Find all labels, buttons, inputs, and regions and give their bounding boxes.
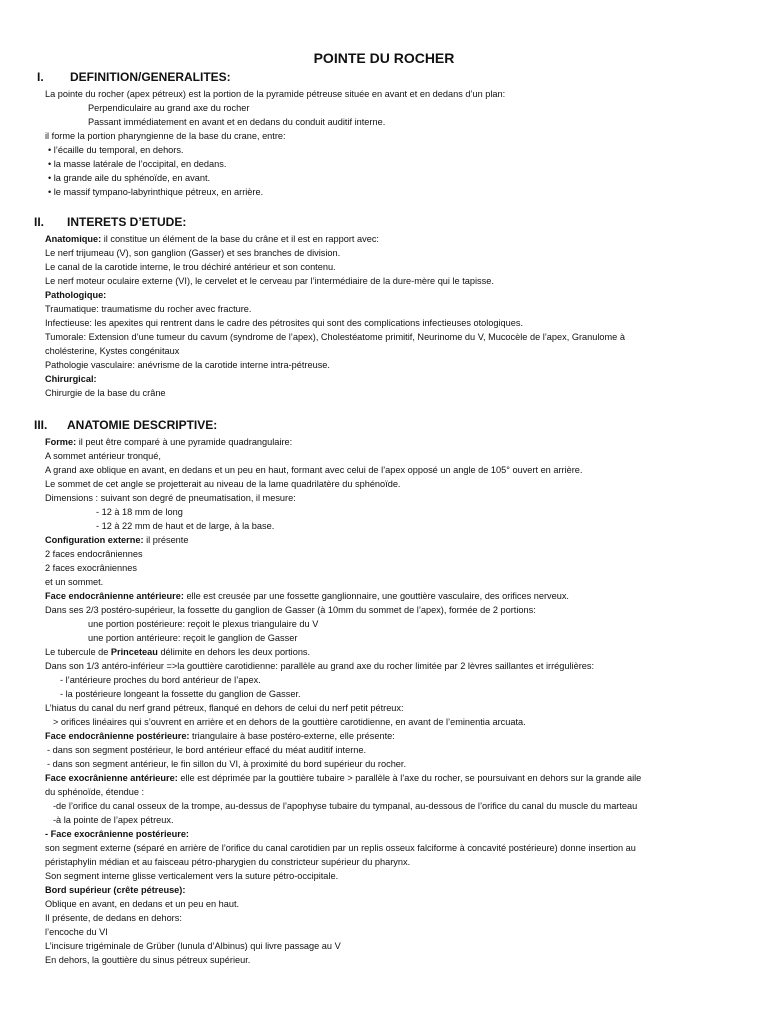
list-item: - dans son segment antérieur, le fin sillon du VI, à proximité du bord supérieur du rocher. <box>47 759 407 769</box>
text-line: Le sommet de cet angle se projetterait au niveau de la lame quadrilatère du sphénoïde. <box>45 479 401 489</box>
text-line: une portion postérieure: reçoit le plexus triangulaire du V <box>88 619 319 629</box>
text-line: > orifices linéaires qui s’ouvrent en arrière et en dehors de la gouttière carotidienne, en avant de l’eminentia arcuata. <box>53 717 526 727</box>
text-line: Passant immédiatement en avant et en dedans du conduit auditif interne. <box>88 117 386 127</box>
text-line: son segment externe (séparé en arrière de l’orifice du canal carotidien par un replis osseux falciforme à concavité postérieure) donne insertion au <box>45 843 636 853</box>
text-line: il forme la portion pharyngienne de la base du crane, entre: <box>45 131 286 141</box>
text-line: Le nerf trijumeau (V), son ganglion (Gasser) et ses branches de division. <box>45 248 341 258</box>
text-line: Dans son 1/3 antéro-inférieur =>la gouttière carotidienne: parallèle au grand axe du rocher limitée par 2 lèvres saillantes et irrégulières: <box>45 661 595 671</box>
text-line: Oblique en avant, en dedans et un peu en haut. <box>45 899 240 909</box>
list-item: - 12 à 22 mm de haut et de large, à la base. <box>96 521 275 531</box>
text-span: Le tubercule de <box>45 647 111 657</box>
text-span: elle est creusée par une fossette ganglionnaire, une gouttière vasculaire, des orifices nerveux. <box>183 591 569 601</box>
text-line: péristaphylin médian et au faisceau pétro-pharygien du constricteur supérieur du pharynx. <box>45 857 411 867</box>
text-span: délimite en dehors les deux portions. <box>157 647 311 657</box>
text-line: Dimensions : suivant son degré de pneumatisation, il mesure: <box>45 493 296 503</box>
text-line: Pathologie vasculaire: anévrisme de la carotide interne intra-pétreuse. <box>45 360 330 370</box>
section-title: INTERETS D’ETUDE: <box>67 215 187 229</box>
bold-label: Face endocrânienne antérieure: <box>45 591 184 601</box>
bold-label: Face exocrânienne antérieure: <box>45 773 178 783</box>
text-line: Son segment interne glisse verticalement vers la suture pétro-occipitale. <box>45 871 339 881</box>
list-item: • la masse latérale de l’occipital, en dedans. <box>48 159 227 169</box>
text-line <box>45 435 292 449</box>
text-line <box>45 729 395 743</box>
subheading: Bord supérieur (crête pétreuse): <box>45 885 186 895</box>
text-span: il constitue un élément de la base du crâne et il est en rapport avec: <box>101 234 379 244</box>
text-line <box>45 589 569 603</box>
text-line: En dehors, la gouttière du sinus pétreux supérieur. <box>45 955 251 965</box>
text-line <box>45 645 310 659</box>
text-line: et un sommet. <box>45 577 104 587</box>
text-line: L’incisure trigéminale de Grüber (lunula d’Albinus) qui livre passage au V <box>45 941 341 951</box>
text-line: Tumorale: Extension d’une tumeur du cavum (syndrome de l’apex), Cholestéatome primitif, Neurinome du V, Mucocèle de l’apex, Granulome à <box>45 332 625 342</box>
subheading: - Face exocrânienne postérieure: <box>45 829 189 839</box>
section-number: I. <box>37 70 44 84</box>
text-line: Chirurgie de la base du crâne <box>45 388 166 398</box>
text-line: A sommet antérieur tronqué, <box>45 451 161 461</box>
text-line: Perpendiculaire au grand axe du rocher <box>88 103 250 113</box>
list-item: - l’antérieure proches du bord antérieur de l’apex. <box>60 675 261 685</box>
list-item: - dans son segment postérieur, le bord antérieur effacé du méat auditif interne. <box>47 745 367 755</box>
list-item: -à la pointe de l’apex pétreux. <box>53 815 174 825</box>
text-line: Traumatique: traumatisme du rocher avec fracture. <box>45 304 252 314</box>
list-item: - 12 à 18 mm de long <box>96 507 183 517</box>
list-item: • l’écaille du temporal, en dehors. <box>48 145 184 155</box>
text-line: Infectieuse: les apexites qui rentrent dans le cadre des pétrosites qui sont des complications infectieuses otologiques. <box>45 318 524 328</box>
page-title: POINTE DU ROCHER <box>313 50 455 66</box>
text-line: une portion antérieure: reçoit le ganglion de Gasser <box>88 633 298 643</box>
text-line: 2 faces endocrâniennes <box>45 549 143 559</box>
list-item: • le massif tympano-labyrinthique pétreux, en arrière. <box>48 187 264 197</box>
section-number: II. <box>34 215 45 229</box>
text-line <box>45 533 188 547</box>
text-span: il présente <box>143 535 189 545</box>
text-line: A grand axe oblique en avant, en dedans et un peu en haut, formant avec celui de l’apex opposé un angle de 105° ouvert en arrière. <box>45 465 583 475</box>
text-line: La pointe du rocher (apex pétreux) est la portion de la pyramide pétreuse située en avant et en dedans d’un plan: <box>45 89 506 99</box>
bold-label: Configuration externe: <box>45 535 144 545</box>
text-line <box>45 232 379 246</box>
section-number: III. <box>34 418 48 432</box>
subheading: Pathologique: <box>45 290 107 300</box>
list-item: -de l’orifice du canal osseux de la trompe, au-dessus de l’apophyse tubaire du tympanal, au-dessous de l’orifice du canal du muscle du marteau <box>53 801 638 811</box>
text-span: il peut être comparé à une pyramide quadrangulaire: <box>76 437 293 447</box>
text-line: Dans ses 2/3 postéro-supérieur, la fossette du ganglion de Gasser (à 10mm du sommet de l’apex), formée de 2 portions: <box>45 605 536 615</box>
text-line: L’hiatus du canal du nerf grand pétreux, flanqué en dehors de celui du nerf petit pétreux: <box>45 703 404 713</box>
text-span: triangulaire à base postéro-externe, elle présente: <box>189 731 395 741</box>
text-line: du sphénoïde, étendue : <box>45 787 145 797</box>
text-line: Le nerf moteur oculaire externe (VI), le cervelet et le cerveau par l’intermédiaire de la dure-mère qui le tapisse. <box>45 276 494 286</box>
list-item: - la postérieure longeant la fossette du ganglion de Gasser. <box>60 689 301 699</box>
list-item: • la grande aile du sphénoïde, en avant. <box>48 173 211 183</box>
text-line <box>45 771 641 785</box>
text-line: Le canal de la carotide interne, le trou déchiré antérieur et son contenu. <box>45 262 336 272</box>
subheading: Chirurgical: <box>45 374 97 384</box>
bold-label: Anatomique: <box>45 234 102 244</box>
bold-label: Face endocrânienne postérieure: <box>45 731 190 741</box>
text-line: 2 faces exocrâniennes <box>45 563 137 573</box>
text-line: l’encoche du VI <box>45 927 108 937</box>
text-span: elle est déprimée par la gouttière tubaire > parallèle à l’axe du rocher, se poursuivant en dehors sur la grande aile <box>177 773 642 783</box>
text-line: Il présente, de dedans en dehors: <box>45 913 182 923</box>
bold-label: Forme: <box>45 437 77 447</box>
section-title: DEFINITION/GENERALITES: <box>70 70 231 84</box>
bold-label: Princeteau <box>110 647 158 657</box>
text-line: cholésterine, Kystes congénitaux <box>45 346 180 356</box>
section-title: ANATOMIE DESCRIPTIVE: <box>67 418 218 432</box>
